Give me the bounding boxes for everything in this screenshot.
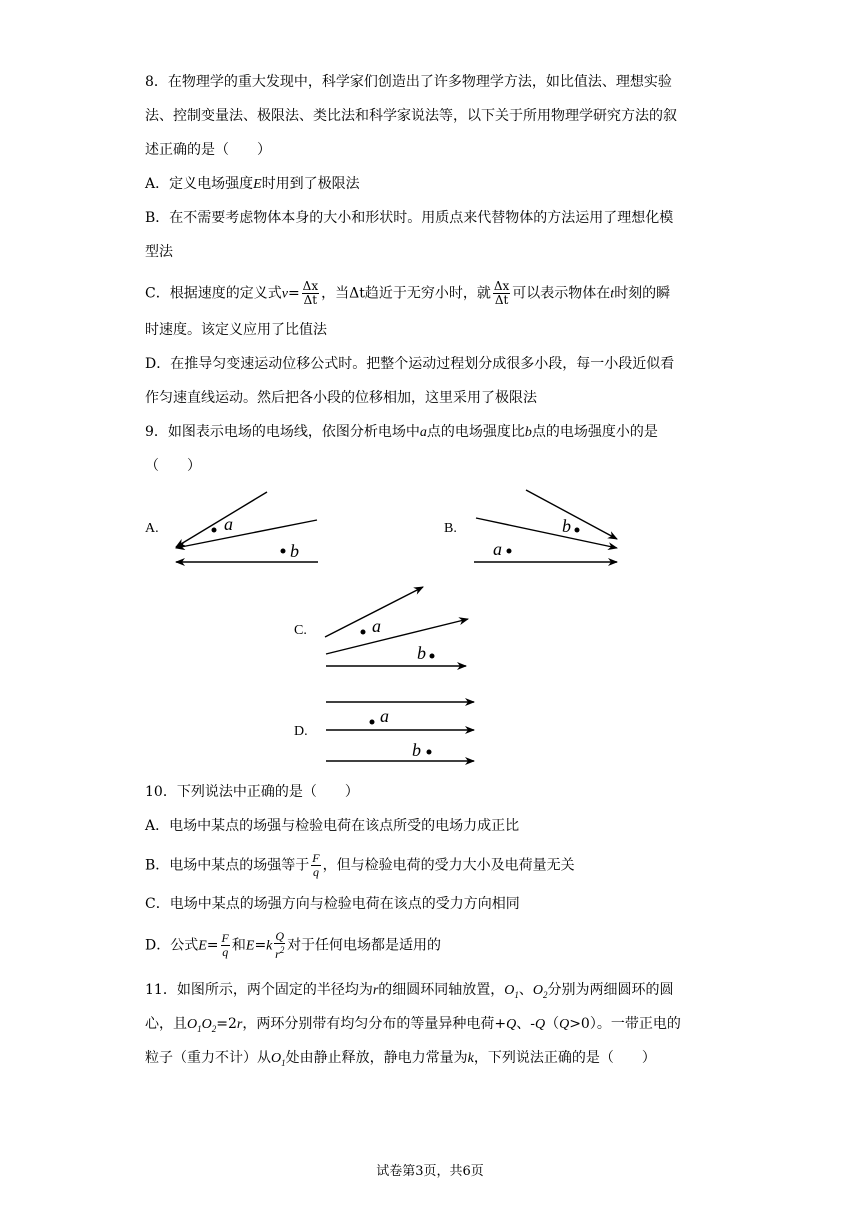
- q9-stem-line2: （ ）: [145, 458, 201, 474]
- q8-stem-line1: 8．在物理学的重大发现中，科学家们创造出了许多物理学方法，如比值法、理想实验: [145, 74, 672, 90]
- q11-l2-paren: （: [545, 1016, 560, 1032]
- q8-stem-line3: 述正确的是（ ）: [145, 142, 271, 158]
- q11-line3: [145, 1048, 656, 1073]
- q8-stem-line2: 法、控制变量法、极限法、类比法和科学家说法等，以下关于所用物理学研究方法的叙: [145, 108, 677, 124]
- q8-c-t: t: [610, 286, 615, 302]
- q8-c-text: C．根据速度的定义式: [145, 285, 282, 302]
- q10-d-eq1: =: [206, 937, 219, 954]
- diagram-c-label-b: b: [417, 643, 426, 663]
- q11-l2-pre: 心，且: [145, 1016, 187, 1032]
- q11-l2-q1: Q: [506, 1017, 517, 1032]
- q11-l2-mid: ，两环分别带有均匀分布的等量异种电荷+: [242, 1016, 507, 1032]
- q9-stem-mid: 点的电场强度比: [426, 424, 525, 440]
- diagram-b-label-a: a: [493, 539, 502, 559]
- q11-line2: [145, 1014, 681, 1039]
- q10-option-d: [145, 930, 441, 961]
- diagram-d-point-b: [427, 750, 432, 755]
- diagram-d-label-a: a: [380, 706, 389, 726]
- q8-c-mid1: ，当: [321, 285, 350, 302]
- page-footer: 试卷第3页，共6页: [376, 1164, 484, 1179]
- q11-l1-post: 分别为两细圆环的圆: [547, 982, 674, 998]
- q10-d-fraction1: [221, 932, 230, 959]
- q11-l3-pre: 粒子（重力不计）从: [145, 1050, 271, 1066]
- q8-c-eq: =: [287, 285, 300, 302]
- diagram-c-point-a: [361, 630, 366, 635]
- diagram-b: [444, 490, 617, 562]
- q8-c-mid3: 可以表示物体在: [512, 285, 611, 302]
- q10-d-num2: Q: [275, 929, 285, 943]
- q11-l3-mid: 处由静止释放，静电力常量为: [285, 1050, 468, 1066]
- q8-c-num: Δx: [302, 279, 319, 293]
- q9-stem-a: a: [419, 425, 427, 440]
- q8-c-dt: Δt: [349, 285, 365, 302]
- diagram-d-point-a: [370, 720, 375, 725]
- q8-a-var: E: [253, 177, 262, 192]
- q8-a-text2: 时用到了极限法: [261, 176, 360, 192]
- q10-b-post: ，但与检验电荷的受力大小及电荷量无关: [322, 857, 575, 874]
- q11-l1-r: r: [372, 983, 379, 998]
- q8-option-c-line2: 时速度。该定义应用了比值法: [145, 322, 327, 338]
- q10-b-den: q: [312, 865, 319, 879]
- q10-d-and: 和: [231, 937, 246, 954]
- q11-l2-q2: Q: [534, 1017, 546, 1032]
- q11-l1-sub2: 2: [543, 989, 548, 1000]
- diagram-a-label-a: a: [224, 514, 233, 534]
- q8-option-b-line1: B．在不需要考虑物体本身的大小和形状时。用质点来代替物体的方法运用了理想化模: [145, 210, 674, 226]
- q11-l2-eq: =2: [216, 1016, 237, 1032]
- q11-l3-o: O: [271, 1051, 282, 1066]
- q8-c-num2: Δx: [493, 279, 510, 293]
- q8-c-v: v: [281, 286, 288, 302]
- q11-l3-s: 1: [281, 1057, 286, 1068]
- q8-c-den: Δt: [303, 293, 318, 307]
- q10-d-eq2: =: [254, 937, 267, 954]
- q10-option-c: C．电场中某点的场强方向与检验电荷在该点的受力方向相同: [145, 896, 520, 912]
- q11-line1: [145, 980, 674, 1005]
- q10-stem: 10．下列说法中正确的是（ ）: [145, 784, 359, 800]
- diagram-b-point-a: [507, 549, 512, 554]
- q10-d-den2-wrap: [274, 944, 285, 961]
- diagram-c: [294, 587, 468, 666]
- q8-c-mid2: 趋近于无穷小时，就: [364, 285, 491, 302]
- q11-l3-post: ，下列说法正确的是（ ）: [473, 1050, 656, 1066]
- diagram-d-label: D.: [294, 724, 308, 739]
- diagram-a-label: A.: [145, 521, 159, 536]
- q11-l2-q3: Q: [559, 1017, 570, 1032]
- q11-l2-dash: 、-: [516, 1016, 535, 1032]
- diagram-d-label-b: b: [412, 740, 421, 760]
- q11-l1-mid: 的细圆环同轴放置，: [378, 982, 505, 998]
- q11-l2-r: r: [236, 1017, 243, 1032]
- q11-l1-o2: O: [532, 983, 544, 998]
- q10-d-k: k: [266, 938, 273, 954]
- q10-d-num1: F: [221, 931, 229, 945]
- q10-option-a: A．电场中某点的场强与检验电荷在该点所受的电场力成正比: [145, 818, 520, 834]
- q11-l3-k: k: [467, 1051, 474, 1066]
- q8-option-d-line2: 作匀速直线运动。然后把各小段的位移相加，这里采用了极限法: [145, 390, 537, 406]
- diagram-b-label: B.: [444, 521, 457, 536]
- q10-d-den2: r: [275, 947, 280, 961]
- q11-l1-o1: O: [504, 983, 515, 998]
- diagram-c-label-a: a: [372, 616, 381, 636]
- diagram-c-label: C.: [294, 623, 307, 638]
- q8-option-d-line1: D．在推导匀变速运动位移公式时。把整个运动过程划分成很多小段，每一小段近似看: [145, 356, 675, 372]
- q10-d-square: 2: [279, 945, 285, 955]
- q10-b-num: F: [312, 851, 320, 865]
- q10-d-post: 对于任何电场都是适用的: [287, 937, 442, 954]
- diagram-b-label-b: b: [562, 516, 571, 536]
- q8-c-post: 时刻的瞬: [614, 285, 671, 302]
- q8-c-den2: Δt: [494, 293, 509, 307]
- diagram-d: [294, 702, 474, 761]
- q11-l1-sep: 、: [518, 982, 533, 998]
- q11-l2-o1: O: [187, 1017, 198, 1032]
- q10-b-fraction: [311, 852, 320, 879]
- diagram-c-line-2: [326, 619, 468, 654]
- q10-d-text: D．公式: [145, 937, 199, 954]
- q8-a-text: A．定义电场强度: [145, 176, 254, 192]
- diagram-a-point-a: [212, 528, 217, 533]
- q11-l2-s2: 2: [211, 1023, 217, 1034]
- q9-stem-text: 9．如图表示电场的电场线，依图分析电场中: [145, 424, 420, 440]
- diagram-c-point-b: [430, 654, 435, 659]
- q9-stem-post: 点的电场强度小的是: [531, 424, 658, 440]
- q11-l2-gt: >0）。一带正电的: [569, 1016, 681, 1032]
- q9-stem-b: b: [524, 425, 532, 440]
- q11-l1-sub1: 1: [514, 989, 519, 1000]
- q10-d-fraction2: [274, 930, 285, 961]
- diagram-a: [145, 492, 318, 562]
- q10-d-e2: E: [245, 938, 255, 954]
- q11-l2-o2: O: [201, 1017, 212, 1032]
- q10-b-text: B．电场中某点的场强等于: [145, 857, 310, 874]
- q8-option-b-line2: 型法: [145, 244, 173, 260]
- diagram-b-point-b: [575, 528, 580, 533]
- q11-l2-s1: 1: [197, 1023, 202, 1034]
- diagram-a-point-b: [281, 549, 286, 554]
- q10-option-b: [145, 852, 575, 879]
- diagram-a-label-b: b: [290, 541, 299, 561]
- q11-l1-pre: 11．如图所示，两个固定的半径均为: [145, 982, 373, 998]
- q10-d-e1: E: [198, 938, 207, 954]
- q10-d-den1: q: [222, 945, 229, 959]
